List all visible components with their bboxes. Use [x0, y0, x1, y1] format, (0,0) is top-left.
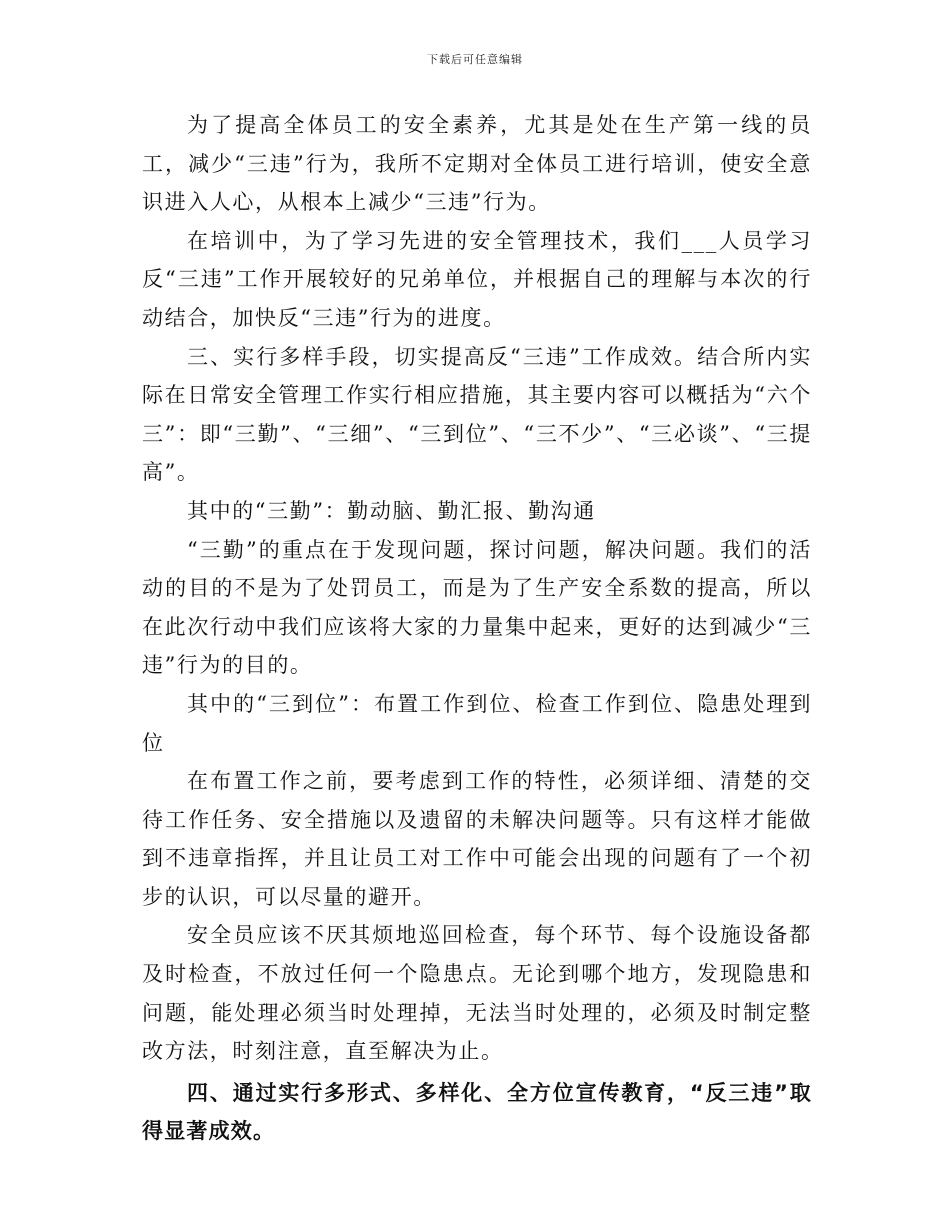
section-four-heading: 四、通过实行多形式、多样化、全方位宣传教育，“反三违”取得显著成效。 — [142, 1080, 812, 1144]
paragraph-three-qin-title: 其中的“三勤”：勤动脑、勤汇报、勤沟通 — [187, 498, 596, 523]
document-body — [142, 106, 812, 1151]
paragraph-training-learning: 在培训中，为了学习先进的安全管理技术，我们___人员学习反“三违”工作开展较好的兄弟单位，并根据自己的理解与本次的行动结合，加快反“三违”行为的进度。 — [142, 228, 812, 330]
paragraph-three-qin-body: “三勤”的重点在于发现问题，探讨问题，解决问题。我们的活动的目的不是为了处罚员工，而是为了生产安全系数的提高，所以在此次行动中我们应该将大家的力量集中起来，更好的达到减少“三违”行为的目的。 — [142, 537, 812, 678]
paragraph-training-intro: 为了提高全体员工的安全素养，尤其是处在生产第一线的员工，减少“三违”行为，我所不定期对全体员工进行培训，使安全意识进入人心，从根本上减少“三违”行为。 — [142, 113, 812, 215]
paragraph-section-three: 三、实行多样手段，切实提高反“三违”工作成效。结合所内实际在日常安全管理工作实行相应措施，其主要内容可以概括为“六个三”：即“三勤”、“三细”、“三到位”、“三不少”、“三必谈”、“三提高”。 — [142, 344, 812, 485]
paragraph-three-daowei-title: 其中的“三到位”：布置工作到位、检查工作到位、隐患处理到位 — [142, 691, 812, 755]
paragraph-work-arrangement: 在布置工作之前，要考虑到工作的特性，必须详细、清楚的交待工作任务、安全措施以及遗留的未解决问题等。只有这样才能做到不违章指挥，并且让员工对工作中可能会出现的问题有了一个初步的认识，可以尽量的避开。 — [142, 769, 812, 909]
paragraph-safety-inspection: 安全员应该不厌其烦地巡回检查，每个环节、每个设施设备都及时检查，不放过任何一个隐患点。无论到哪个地方，发现隐患和问题，能处理必须当时处理掉，无法当时处理的，必须及时制定整改方法，时刻注意，直至解决为止。 — [142, 923, 812, 1064]
page-header-note: 下载后可任意编辑 — [427, 53, 523, 66]
